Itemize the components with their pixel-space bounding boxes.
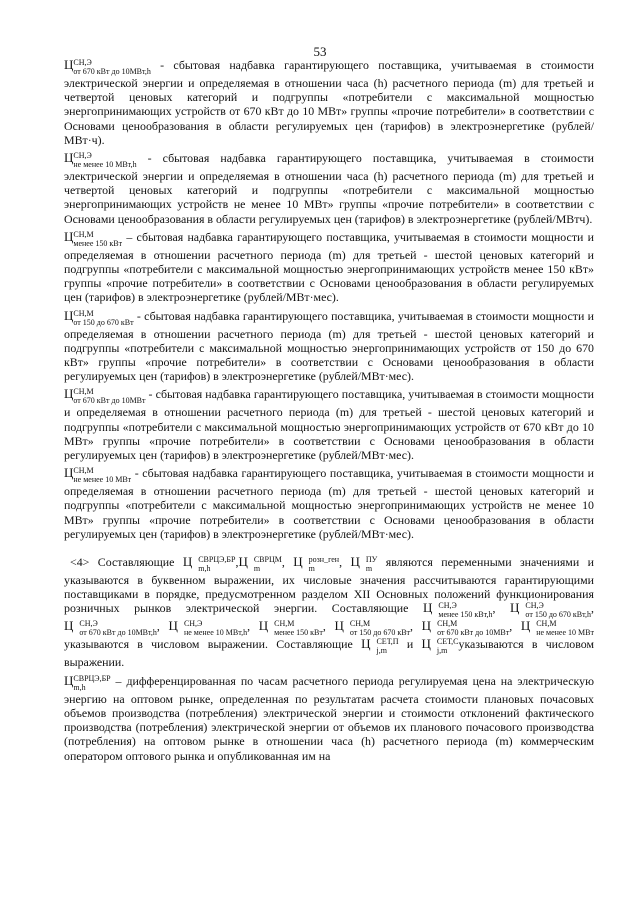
formula-symbol: Ц СН,Э от 670 кВт до 10МВт,h xyxy=(64,618,157,638)
formula-symbol: Ц СН,М от 670 кВт до 10МВт xyxy=(421,618,510,638)
formula-symbol: Ц СН,Э не менее 10 МВт,h xyxy=(64,150,137,170)
definition-text: дифференцированная по часам расчетного периода регулируемая цена на электрическую энергию на оптовом рынке, определенная по результатам расчета стоимости плановых почасовых объемов производства (потребления) электрической энергии и стоимости отклонений фактического производства (потребления) электрической энергии от объемов их планового почасового производства (потребления) на оптовом рынке в отношении часа (h) расчетного периода (m) коммерческим оператором оптового рынка и опубликованная им на xyxy=(64,673,594,763)
formula-symbol: Ц СН,Э не менее 10 МВт,h xyxy=(168,618,248,638)
formula-symbol: Ц СН,М не менее 10 МВт xyxy=(520,618,594,638)
footnote-paragraph: <4> Составляющие Ц СВРЦЭ,БР m,h ,Ц СВРЦМ m , Ц розн_ген m , Ц ПУ m являются переменными значениями и указываются в буквенном выражении, их числовые значения рассчитываются гарантирующими поставщиками в порядке, предусмотренном разделом XII Основных положений функционирования розничных рынков электрической энергии. Составляющие Ц СН,Э менее 150 кВт,h , Ц СН,Э от 150 до 670 кВт,h , Ц СН,Э от 670 кВт до 10МВт,h , Ц СН,Э не менее 10 МВт,h , Ц СН,М менее 150 кВт , Ц СН,М от 150 до 670 кВт , Ц СН,М от 670 кВт до 10МВт , Ц СН,М не менее 10 МВт указываются в числовом выражении. Составляющие Ц СЕТ,П j,m и Ц СЕТ,С j,m указываются в числовом выражении. xyxy=(64,554,594,670)
definition-text: сбытовая надбавка гарантирующего поставщика, учитываемая в стоимости мощности и определяемая в отношении расчетного периода (m) для третьей - шестой ценовых категорий и подгруппы «потребители с максимальной мощностью энергопринимающих устройств не менее 10 МВт» группы «прочие потребители» в соответствии с Основами ценообразования в области регулируемых цен (тарифов) в электроэнергетике (рублей/МВт·мес). xyxy=(64,466,594,541)
formula-symbol: Ц СН,Э от 670 кВт до 10МВт,h xyxy=(64,57,151,76)
definition-text: сбытовая надбавка гарантирующего поставщика, учитываемая в стоимости мощности и определяемая в отношении расчетного периода (m) для третьей - шестой ценовых категорий и подгруппы «потребители с максимальной мощностью энергопринимающих устройств от 150 до 670 кВт» группы «прочие потребители» в соответствии с Основами ценообразования в области регулируемых цен (тарифов) в электроэнергетике (рублей/МВт·мес). xyxy=(64,308,594,384)
definition-text: сбытовая надбавка гарантирующего поставщика, учитываемая в стоимости мощности и определяемая в отношении расчетного периода (m) для третьей - шестой ценовых категорий и подгруппы «потребители с максимальной мощностью энергопринимающих устройств менее 150 кВт» группы «прочие потребители» в соответствии с Основами ценообразования в области регулируемых цен (тарифов) в электроэнергетике (рублей/МВт·мес). xyxy=(64,229,594,305)
definition-paragraph: Ц СН,М от 150 до 670 кВт - сбытовая надбавка гарантирующего поставщика, учитываемая в стоимости мощности и определяемая в отношении расчетного периода (m) для третьей - шестой ценовых категорий и подгруппы «потребители с максимальной мощностью энергопринимающих устройств от 150 до 670 кВт» группы «прочие потребители» в соответствии с Основами ценообразования в области регулируемых цен (тарифов) в электроэнергетике (рублей/МВт·мес). xyxy=(64,307,594,384)
footnote-label: <4> xyxy=(70,555,90,570)
formula-symbol: Ц СН,М от 150 до 670 кВт xyxy=(64,307,134,327)
formula-symbol: Ц СЕТ,С j,m xyxy=(421,636,459,656)
formula-symbol: Ц СН,М менее 150 кВт xyxy=(258,618,323,638)
formula-symbol: Ц СВРЦМ m xyxy=(238,554,282,574)
page-body xyxy=(64,58,594,767)
formula-symbol: Ц СН,Э менее 150 кВт,h xyxy=(422,600,493,620)
formula-symbol: Ц СН,М от 670 кВт до 10МВт xyxy=(64,386,146,406)
definition-paragraph: Ц СН,М менее 150 кВт – сбытовая надбавка гарантирующего поставщика, учитываемая в стоимости мощности и определяемая в отношении расчетного периода (m) для третьей - шестой ценовых категорий и подгруппы «потребители с максимальной мощностью энергопринимающих устройств менее 150 кВт» группы «прочие потребители» в соответствии с Основами ценообразования в области регулируемых цен (тарифов) в электроэнергетике (рублей/МВт·мес). xyxy=(64,228,594,305)
formula-symbol: Ц СЕТ,П j,m xyxy=(361,636,399,656)
definition-paragraph: Ц СВРЦЭ,БР m,h – дифференцированная по часам расчетного периода регулируемая цена на электрическую энергию на оптовом рынке, определенная по результатам расчета стоимости плановых почасовых объемов производства (потребления) электрической энергии и стоимости отклонений фактического производства (потребления) электрической энергии от объемов их планового почасового производства (потребления) на оптовом рынке в отношении часа (h) расчетного периода (m) коммерческим оператором оптового рынка и опубликованная им на xyxy=(64,672,594,763)
formula-symbol: Ц СВРЦЭ,БР m,h xyxy=(182,554,236,574)
definition-paragraph: Ц СН,Э от 670 кВт до 10МВт,h - сбытовая надбавка гарантирующего поставщика, учитываемая в стоимости электрической энергии и определяемая в отношении часа (h) расчетного периода (m) для третьей и четвертой ценовых категорий и подгруппы «потребители с максимальной мощностью энергопринимающих устройств от 670 кВт до 10 МВт» группы «прочие потребители» в соответствии с Основами ценообразования в области регулируемых цен (тарифов) в электроэнергетике (рублей/МВт·ч). xyxy=(64,57,595,147)
formula-symbol: Ц СН,М от 150 до 670 кВт xyxy=(334,618,411,638)
definition-text: сбытовая надбавка гарантирующего поставщика, учитываемая в стоимости электрической энергии и определяемая в отношении часа (h) расчетного периода (m) для третьей и четвертой ценовых категорий и подгруппы «потребители с максимальной мощностью энергопринимающих устройств не менее 10 МВт» группы «прочие потребители» в соответствии с Основами ценообразования в области регулируемых цен (тарифов) в электроэнергетике (рублей/МВтч). xyxy=(64,151,595,226)
formula-symbol: Ц ПУ m xyxy=(350,554,378,574)
definition-text: сбытовая надбавка гарантирующего поставщика, учитываемая в стоимости мощности и определяемая в отношении расчетного периода (m) для третьей - шестой ценовых категорий и подгруппы «потребители с максимальной мощностью энергопринимающих устройств от 670 кВт до 10 МВт» группы «прочие потребители» в соответствии с Основами ценообразования в области регулируемых цен (тарифов) в электроэнергетике (рублей/МВт·мес). xyxy=(64,387,595,463)
formula-symbol: Ц СН,М не менее 10 МВт xyxy=(64,465,132,485)
formula-symbol: Ц СН,Э от 150 до 670 кВт,h xyxy=(510,600,591,620)
definition-text: сбытовая надбавка гарантирующего поставщика, учитываемая в стоимости электрической энергии и определяемая в отношении часа (h) расчетного периода (m) для третьей и четвертой ценовых категорий и подгруппы «потребители с максимальной мощностью энергопринимающих устройств от 670 кВт до 10 МВт» группы «прочие потребители» в соответствии с Основами ценообразования в области регулируемых цен (тарифов) в электроэнергетике (рублей/МВт·ч). xyxy=(64,58,595,147)
formula-symbol: Ц СН,М менее 150 кВт xyxy=(64,228,123,248)
formula-symbol: Ц СВРЦЭ,БР m,h xyxy=(64,672,111,692)
definition-paragraph: Ц СН,Э не менее 10 МВт,h - сбытовая надбавка гарантирующего поставщика, учитываемая в стоимости электрической энергии и определяемая в отношении часа (h) расчетного периода (m) для третьей и четвертой ценовых категорий и подгруппы «потребители с максимальной мощностью энергопринимающих устройств не менее 10 МВт» группы «прочие потребители» в соответствии с Основами ценообразования в области регулируемых цен (тарифов) в электроэнергетике (рублей/МВтч). xyxy=(64,150,595,226)
definition-paragraph: Ц СН,М от 670 кВт до 10МВт - сбытовая надбавка гарантирующего поставщика, учитываемая в стоимости мощности и определяемая в отношении расчетного периода (m) для третьей - шестой ценовых категорий и подгруппы «потребители с максимальной мощностью энергопринимающих устройств от 670 кВт до 10 МВт» группы «прочие потребители» в соответствии с Основами ценообразования в области регулируемых цен (тарифов) в электроэнергетике (рублей/МВт·мес). xyxy=(64,386,595,463)
formula-symbol: Ц розн_ген m xyxy=(293,554,340,574)
page-number: 53 xyxy=(313,44,327,59)
definition-paragraph: Ц СН,М не менее 10 МВт - сбытовая надбавка гарантирующего поставщика, учитываемая в стоимости мощности и определяемая в отношении расчетного периода (m) для третьей - шестой ценовых категорий и подгруппы «потребители с максимальной мощностью энергопринимающих устройств не менее 10 МВт» группы «прочие потребители» в соответствии с Основами ценообразования в области регулируемых цен (тарифов) в электроэнергетике (рублей/МВт·мес). xyxy=(64,465,594,541)
